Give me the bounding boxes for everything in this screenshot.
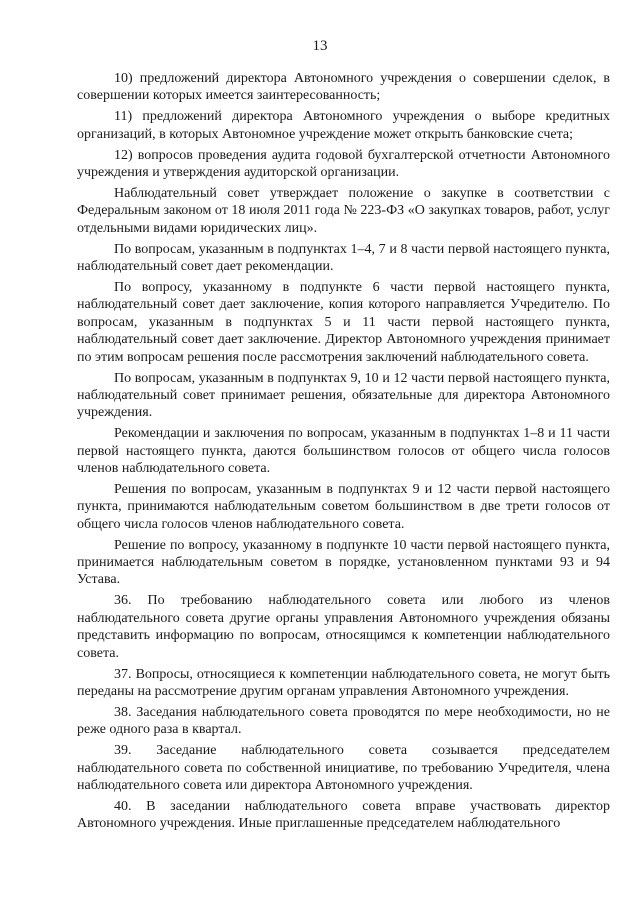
paragraph-recommendations: По вопросам, указанным в подпунктах 1–4, 7 и 8 части первой настоящего пункта, наблюдательный совет дает рекомендации. <box>77 241 610 275</box>
document-body <box>77 70 610 836</box>
paragraph-two-thirds-votes: Решения по вопросам, указанным в подпунктах 9 и 12 части первой настоящего пункта, принимаются наблюдательным советом большинством в две трети голосов от общего числа голосов членов наблюдательного совета. <box>77 481 610 532</box>
paragraph-item-12: 12) вопросов проведения аудита годовой бухгалтерской отчетности Автономного учреждения и утверждения аудиторской организации. <box>77 147 610 181</box>
paragraph-procurement-regulation: Наблюдательный совет утверждает положение о закупке в соответствии с Федеральным законом от 18 июля 2011 года № 223-ФЗ «О закупках товаров, работ, услуг отдельными видами юридических лиц». <box>77 185 610 236</box>
paragraph-binding-decisions: По вопросам, указанным в подпунктах 9, 10 и 12 части первой настоящего пункта, наблюдательный совет принимает решения, обязательные для директора Автономного учреждения. <box>77 370 610 421</box>
paragraph-charter-procedure: Решение по вопросу, указанному в подпункте 10 части первой настоящего пункта, принимается наблюдательным советом в порядке, установленном пунктами 93 и 94 Устава. <box>77 537 610 588</box>
page-number: 13 <box>312 38 328 54</box>
paragraph-item-10: 10) предложений директора Автономного учреждения о совершении сделок, в совершении которых имеется заинтересованность; <box>77 71 610 104</box>
paragraph-36: 36. По требованию наблюдательного совета или любого из членов наблюдательного совета другие органы управления Автономного учреждения обязаны представить информацию по вопросам, относящимся к компетенции наблюдательного совета. <box>77 593 610 661</box>
paragraph-39: 39. Заседание наблюдательного совета созывается председателем наблюдательного совета по собственной инициативе, по требованию Учредителя, члена наблюдательного совета или директора Автономного учреждения. <box>77 743 610 793</box>
paragraph-item-11: 11) предложений директора Автономного учреждения о выборе кредитных организаций, в которых Автономное учреждение может открыть банковские счета; <box>77 109 610 142</box>
paragraph-conclusions: По вопросу, указанному в подпункте 6 части первой настоящего пункта, наблюдательный совет дает заключение, копия которого направляется Учредителю. По вопросам, указанным в подпунктах 5 и 11 части первой настоящего пункта, наблюдательный совет дает заключение. Директор Автономного учреждения принимает по этим вопросам решения после рассмотрения заключений наблюдательного совета. <box>77 279 610 365</box>
paragraph-majority-votes: Рекомендации и заключения по вопросам, указанным в подпунктах 1–8 и 11 части первой настоящего пункта, даются большинством голосов от общего числа голосов членов наблюдательного совета. <box>77 426 610 477</box>
paragraph-40: 40. В заседании наблюдательного совета вправе участвовать директор Автономного учреждения. Иные приглашенные председателем наблюдательного <box>77 798 610 832</box>
paragraph-38: 38. Заседания наблюдательного совета проводятся по мере необходимости, но не реже одного раза в квартал. <box>77 704 610 738</box>
paragraph-37: 37. Вопросы, относящиеся к компетенции наблюдательного совета, не могут быть переданы на рассмотрение другим органам управления Автономного учреждения. <box>77 666 610 699</box>
